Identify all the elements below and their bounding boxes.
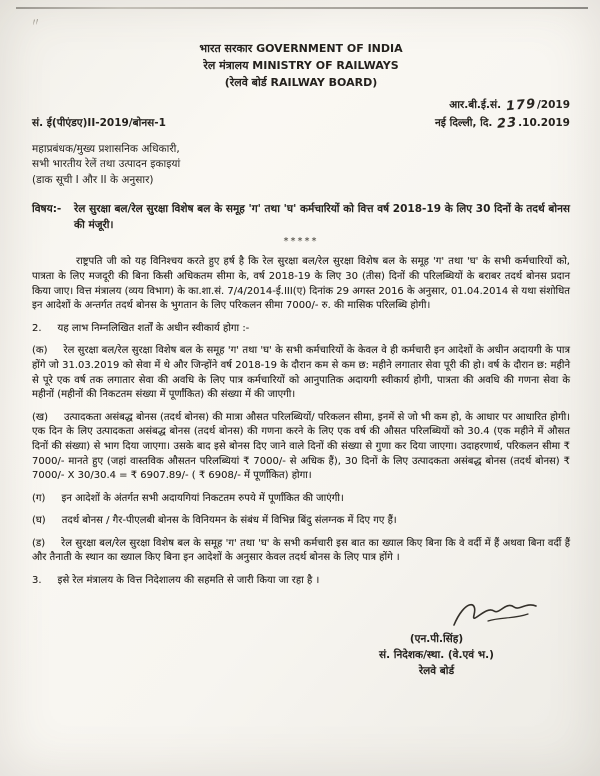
date-day-handwritten: 23 xyxy=(496,114,518,132)
para-2 xyxy=(32,322,570,337)
signatory-designation: सं. निदेशक/स्था. (वे.एवं भ.) xyxy=(379,648,494,661)
addressee-line-2: सभी भारतीय रेलें तथा उत्पादन इकाइयां xyxy=(32,158,181,171)
ministry-line: रेल मंत्रालय MINISTRY OF RAILWAYS xyxy=(203,59,399,73)
para-3-text: इसे रेल मंत्रालय के वित्त निदेशालय की सहमति से जारी किया जा रहा है । xyxy=(57,575,320,587)
para-ga-text: इन आदेशों के अंतर्गत सभी अदायगियां निकटतम रुपये में पूर्णांकित की जाएंगी। xyxy=(61,492,344,504)
para-gha xyxy=(32,514,570,529)
para-kha-label: (ख) xyxy=(32,411,48,423)
para-ka-label: (क) xyxy=(32,345,48,357)
para-ga xyxy=(32,492,570,507)
issue-date xyxy=(435,115,570,130)
rbe-label: आर.बी.ई.सं. xyxy=(449,99,502,112)
para-2-label: 2. xyxy=(32,322,42,334)
para-ka xyxy=(32,344,570,402)
addressee-line-3: (डाक सूची I और II के अनुसार) xyxy=(32,174,154,187)
para-gha-text: तदर्थ बोनस / गैर-पीएलबी बोनस के विनियमन के संबंध में विभिन्न बिंदु संलग्नक में दिए गए हैं। xyxy=(61,515,397,527)
signature-block xyxy=(319,597,554,680)
para-nga-text: रेल सुरक्षा बल/रेल सुरक्षा विशेष बल के समूह 'ग' तथा 'घ' के सभी कर्मचारी इस बात का ख्याल किए बिना कि वे वर्दी में हैं अथवा बिना वर्दी हैं और तैनाती के स्थान का ख्याल किए बिना इन आदेशों के अनुसार केवल तदर्थ बोनस के लिए पात्र होंगे । xyxy=(32,537,570,564)
railway-board-line: (रेलवे बोर्ड RAILWAY BOARD) xyxy=(224,76,378,90)
govt-of-india-line: भारत सरकार GOVERNMENT OF INDIA xyxy=(199,42,403,55)
signatory-org: रेलवे बोर्ड xyxy=(418,665,455,678)
para-gha-label: (घ) xyxy=(32,515,46,527)
para-nga xyxy=(32,537,570,566)
rbe-year: /2019 xyxy=(536,99,570,112)
subject-line xyxy=(32,202,570,234)
star-separator: ***** xyxy=(283,236,319,248)
para-kha xyxy=(32,411,570,484)
para-3-label: 3. xyxy=(32,575,42,587)
addressee-block xyxy=(32,142,570,189)
para-1-text: राष्ट्रपति जी को यह विनिश्चय करते हुए हर्ष है कि रेल सुरक्षा बल/रेल सुरक्षा विशेष बल के समूह 'ग' तथा 'घ' के सभी कर्मचारियों को, पात्रता के लिए मजदूरी की बिना किसी अधिकतम सीमा के, वर्ष 2018-19 के लिए 30 (तीस) दिनों की परिलब्धियों के बराबर तदर्थ बोनस प्रदान किया जाए। वित्त मंत्रालय (व्यय विभाग) के का.शा.सं. 7/4/2014-ई.III(ए) दिनांक 29 अगस्त 2016 के अनुसार, 01.04.2014 से यथा संशोधित इन आदेशों के अन्तर्गत तदर्थ बोनस के भुगतान के लिए परिकलन सीमा 7000/- रु. की मासिक परिलब्धि होगी। xyxy=(32,256,570,312)
signature-scribble-icon xyxy=(448,597,540,631)
date-rest: .10.2019 xyxy=(518,116,570,129)
para-3 xyxy=(32,574,570,589)
signatory-name: (एन.पी.सिंह) xyxy=(409,632,464,645)
place-label: नई दिल्ली, दि. xyxy=(434,116,493,129)
subject-text: रेल सुरक्षा बल/रेल सुरक्षा विशेष बल के समूह 'ग' तथा 'घ' कर्मचारियों को वित्त वर्ष 2018-19 के लिए 30 दिनों के तदर्थ बोनस की मंजूरी। xyxy=(74,202,570,231)
rbe-number-handwritten: 179 xyxy=(505,96,537,115)
rbe-number xyxy=(32,95,570,115)
scan-artifact-line xyxy=(16,7,588,9)
para-1 xyxy=(32,255,570,313)
para-ka-text: रेल सुरक्षा बल/रेल सुरक्षा विशेष बल के समूह 'ग' तथा 'घ' के सभी कर्मचारियों के केवल वे ही कर्मचारी इन आदेशों के अधीन अदायगी के पात्र होंगे जो 31.03.2019 को सेवा में थे और जिन्होंने वर्ष 2018-19 के दौरान कम से कम छ: महीने लगातार सेवा पूरी की हो। वर्ष के दौरान छ: महीने से पूरे एक वर्ष तक लगातार सेवा की अवधि के लिए पात्र कर्मचारियों को आनुपातिक अदायगी स्वीकार्य होगी, पात्रता की अवधि की गणना सेवा के महीनों (महीनों की निकटतम संख्या में पूर्णांकित) की संख्या में की जाएगी। xyxy=(32,345,570,401)
para-2-text: यह लाभ निम्नलिखित शर्तों के अधीन स्वीकार्य होगा :- xyxy=(57,322,250,334)
scan-pencil-marks: 〃 xyxy=(29,15,44,30)
reference-row xyxy=(32,115,570,130)
addressee-line-1: महाप्रबंधक/मुख्य प्रशासनिक अधिकारी, xyxy=(32,142,180,155)
para-kha-text: उत्पादकता असंबद्ध बोनस (तदर्थ बोनस) की मात्रा औसत परिलब्धियों/ परिकलन सीमा, इनमें से जो भी कम हो, के आधार पर आधारित होगी। एक दिन के लिए उत्पादकता असंबद्ध बोनस (तदर्थ बोनस) की गणना करने के लिए एक वर्ष की औसत परिलब्धियों को 30.4 (एक महीने में औसत दिनों की संख्या) से भाग दिया जाएगा। उसके बाद इसे बोनस दिए जाने वाले दिनों की संख्या से गुणा कर दिया जाएगा। उदाहरणार्थ, परिकलन सीमा ₹ 7000/- मानते हुए (जहां वास्तविक औसतन परिलब्धियां ₹ 7000/- से अधिक हैं), 30 दिनों के लिए उत्पादकता असंबद्ध बोनस (तदर्थ बोनस) ₹ 7000/- X 30/30.4 = ₹ 6907.89/- ( ₹ 6908/- में पूर्णांकित) होगा। xyxy=(32,411,570,482)
subject-label: विषय:- xyxy=(32,202,62,215)
letterhead xyxy=(32,40,570,91)
file-number: सं. ई(पीएंडए)II-2019/बोनस-1 xyxy=(32,116,166,129)
para-ga-label: (ग) xyxy=(32,492,46,504)
para-nga-label: (ड) xyxy=(32,537,46,549)
